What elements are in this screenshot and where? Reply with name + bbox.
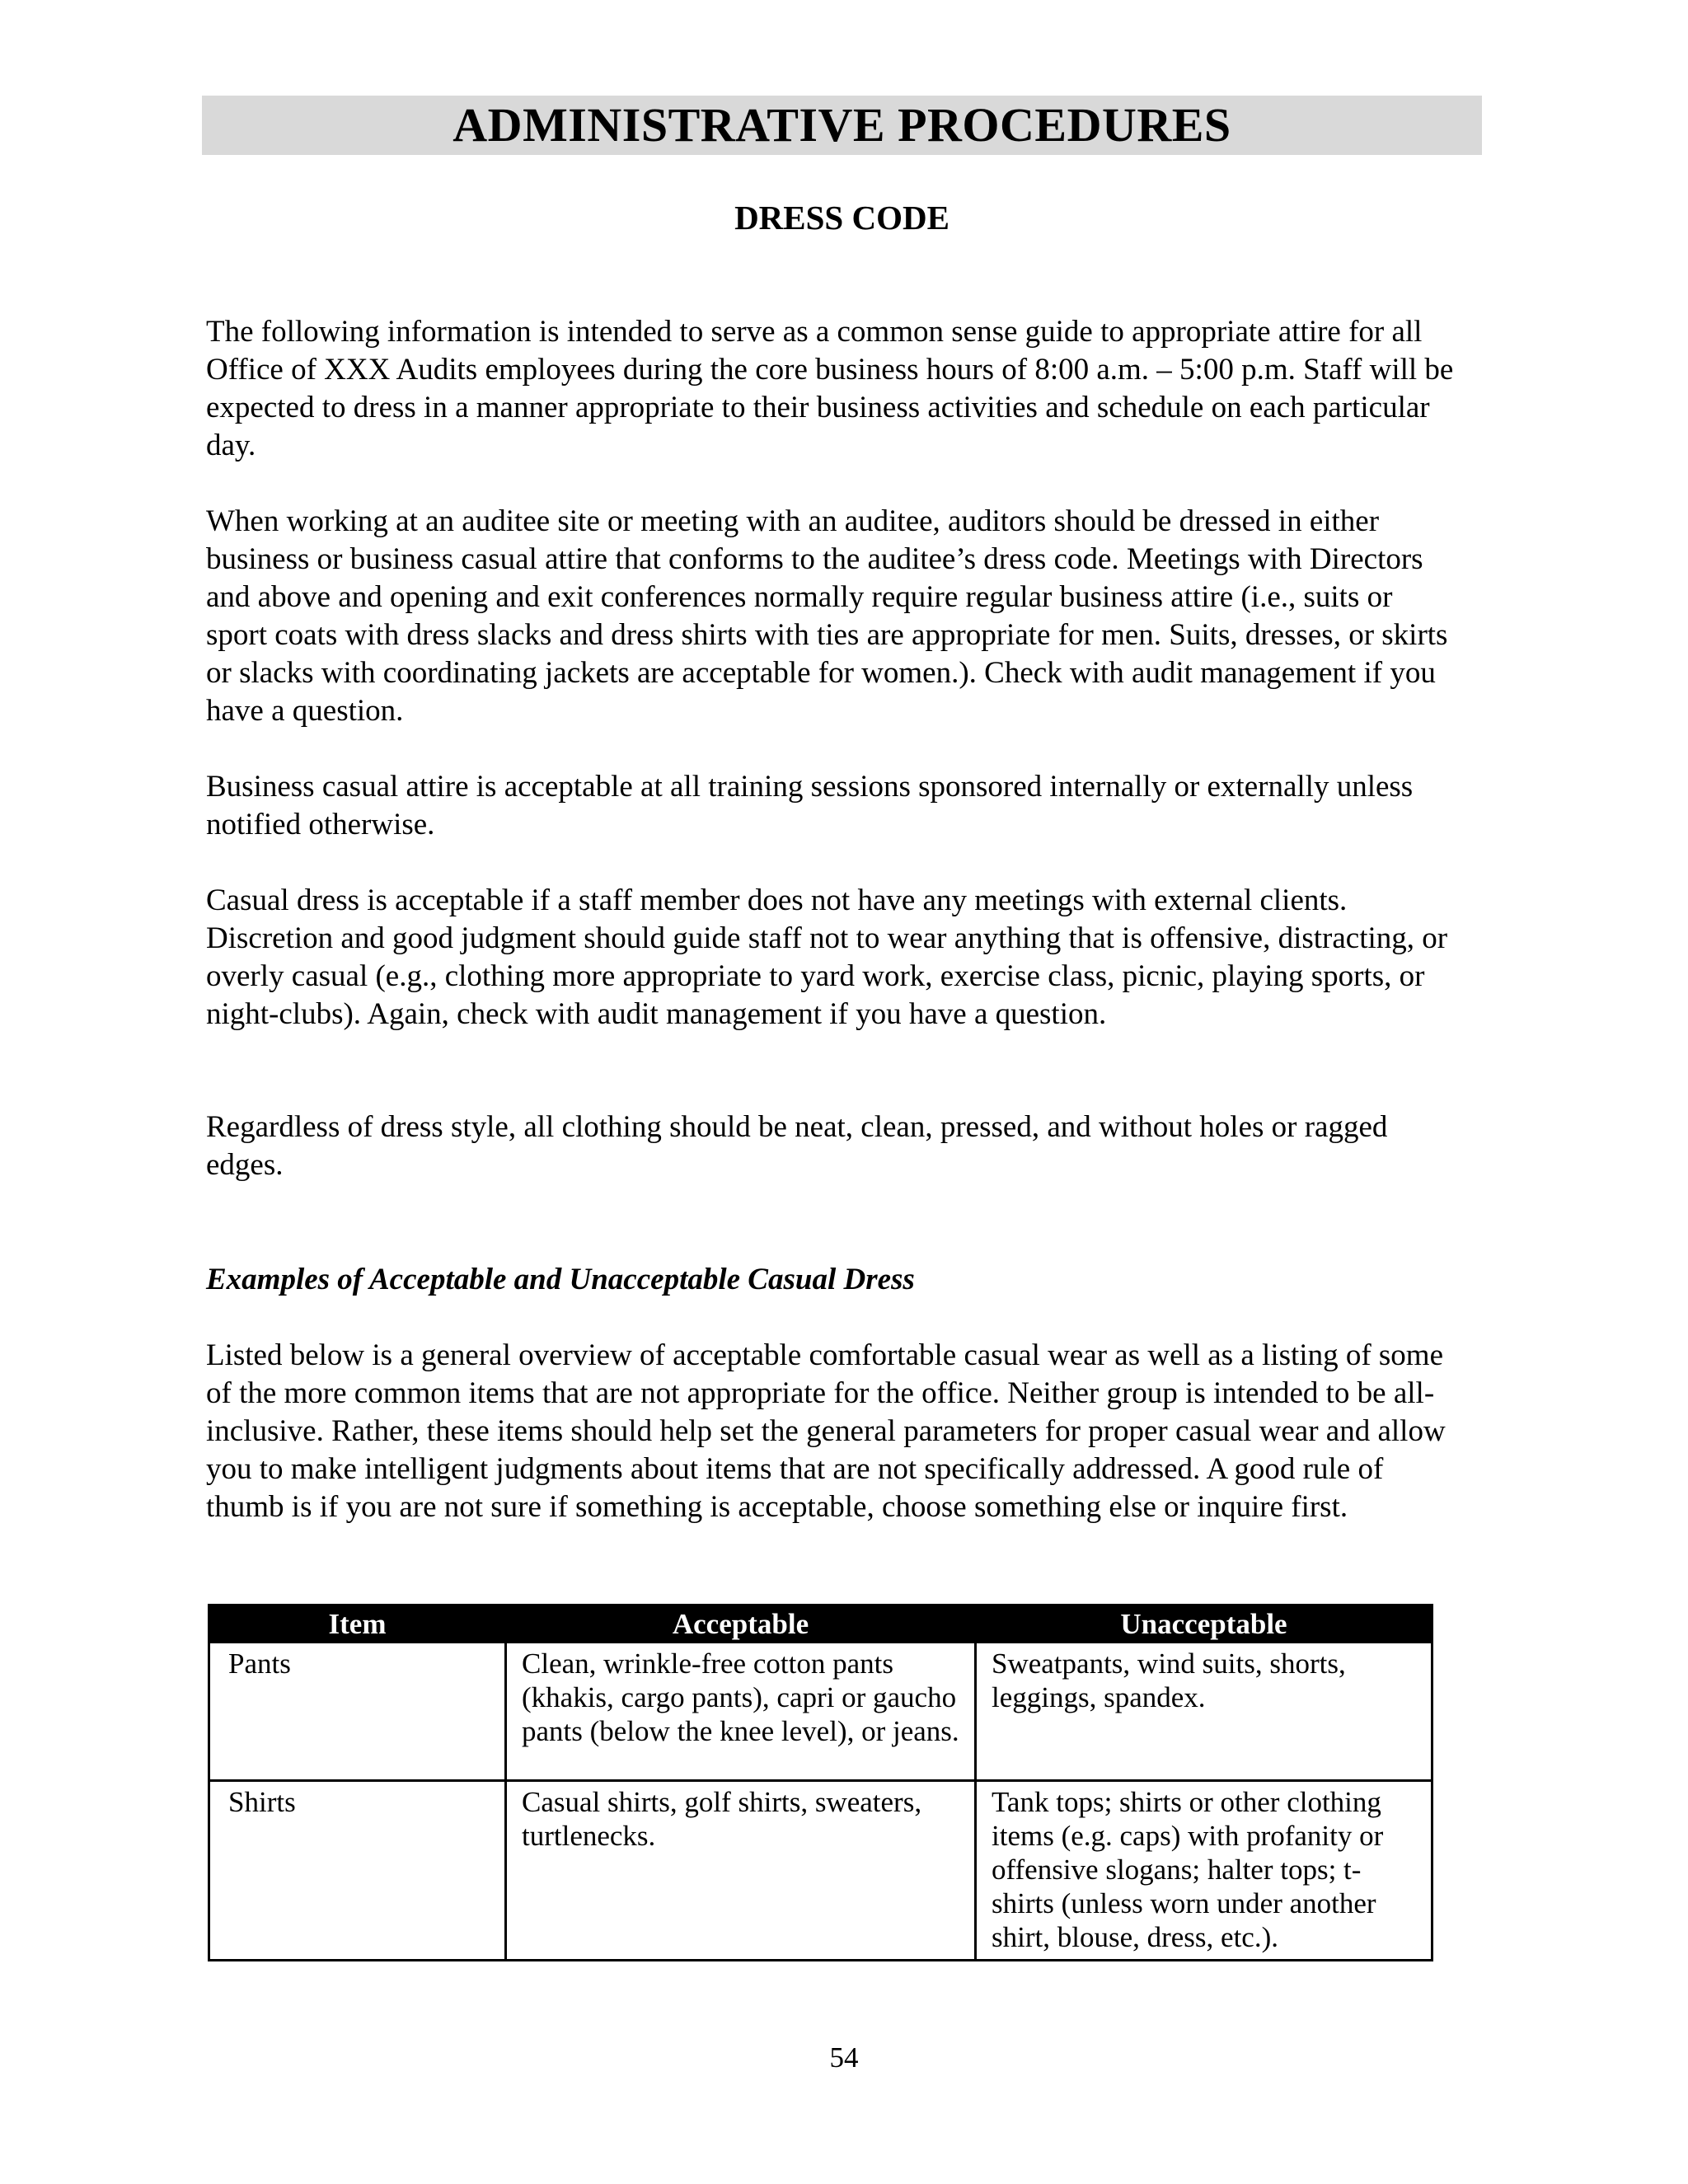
- paragraph-neatness: Regardless of dress style, all clothing should be neat, clean, pressed, and without holes or ragged edges.: [206, 1110, 1388, 1182]
- table-cell-acceptable: Casual shirts, golf shirts, sweaters, turtlenecks.: [506, 1781, 976, 1961]
- paragraph-training: Business casual attire is acceptable at all training sessions sponsored internally or externally unless notified otherwise.: [206, 770, 1414, 841]
- table-cell-unacceptable: Tank tops; shirts or other clothing items (e.g. caps) with profanity or offensive slogans; halter tops; t-shirts (unless worn under another shirt, blouse, dress, etc.).: [976, 1781, 1432, 1961]
- dress-code-table: [208, 1604, 1433, 1961]
- table-header-row: [209, 1605, 1432, 1643]
- table-cell-unacceptable: Sweatpants, wind suits, shorts, leggings, spandex.: [976, 1643, 1432, 1781]
- table-cell-item: Pants: [209, 1643, 506, 1781]
- column-header-unacceptable: Unacceptable: [976, 1605, 1432, 1643]
- table-row: [209, 1781, 1432, 1961]
- title-banner: [202, 96, 1482, 155]
- paragraph-casual-dress: Casual dress is acceptable if a staff member does not have any meetings with external clients. Discretion and good judgment should guide staff not to wear anything that is offensive, distracting, or overly casual (e.g., clothing more appropriate to yard work, exercise class, picnic, playing sports, or night-clubs). Again, check with audit management if you have a question.: [206, 883, 1448, 1031]
- section-title: DRESS CODE: [734, 199, 950, 237]
- column-header-acceptable: Acceptable: [506, 1605, 976, 1643]
- table-cell-item: Shirts: [209, 1781, 506, 1961]
- examples-heading: Examples of Acceptable and Unacceptable Casual Dress: [206, 1263, 915, 1296]
- page-title: ADMINISTRATIVE PROCEDURES: [452, 98, 1231, 152]
- table-row: [209, 1643, 1432, 1781]
- page-number: 54: [829, 2041, 859, 2074]
- paragraph-auditee-site: When working at an auditee site or meeting with an auditee, auditors should be dressed in either business or business casual attire that conforms to the auditee’s dress code. Meetings with Directors and above and opening and exit conferences normally require regular business attire (i.e., suits or sport coats with dress slacks and dress shirts with ties are appropriate for men. Suits, dresses, or skirts or slacks with coordinating jackets are acceptable for women.). Check with audit management if you have a question.: [206, 504, 1448, 728]
- paragraph-intro: The following information is intended to serve as a common sense guide to appropriate attire for all Office of XXX Audits employees during the core business hours of 8:00 a.m. – 5:00 p.m. Staff will be expected to dress in a manner appropriate to their business activities and schedule on each particular day.: [206, 315, 1454, 462]
- table-cell-acceptable: Clean, wrinkle-free cotton pants (khakis, cargo pants), capri or gaucho pants (below the knee level), or jeans.: [506, 1643, 976, 1781]
- column-header-item: Item: [209, 1605, 506, 1643]
- paragraph-examples-intro: Listed below is a general overview of acceptable comfortable casual wear as well as a listing of some of the more common items that are not appropriate for the office. Neither group is intended to be all-inclusive. Rather, these items should help set the general parameters for proper casual wear and allow you to make intelligent judgments about items that are not specifically addressed. A good rule of thumb is if you are not sure if something is acceptable, choose something else or inquire first.: [206, 1338, 1446, 1524]
